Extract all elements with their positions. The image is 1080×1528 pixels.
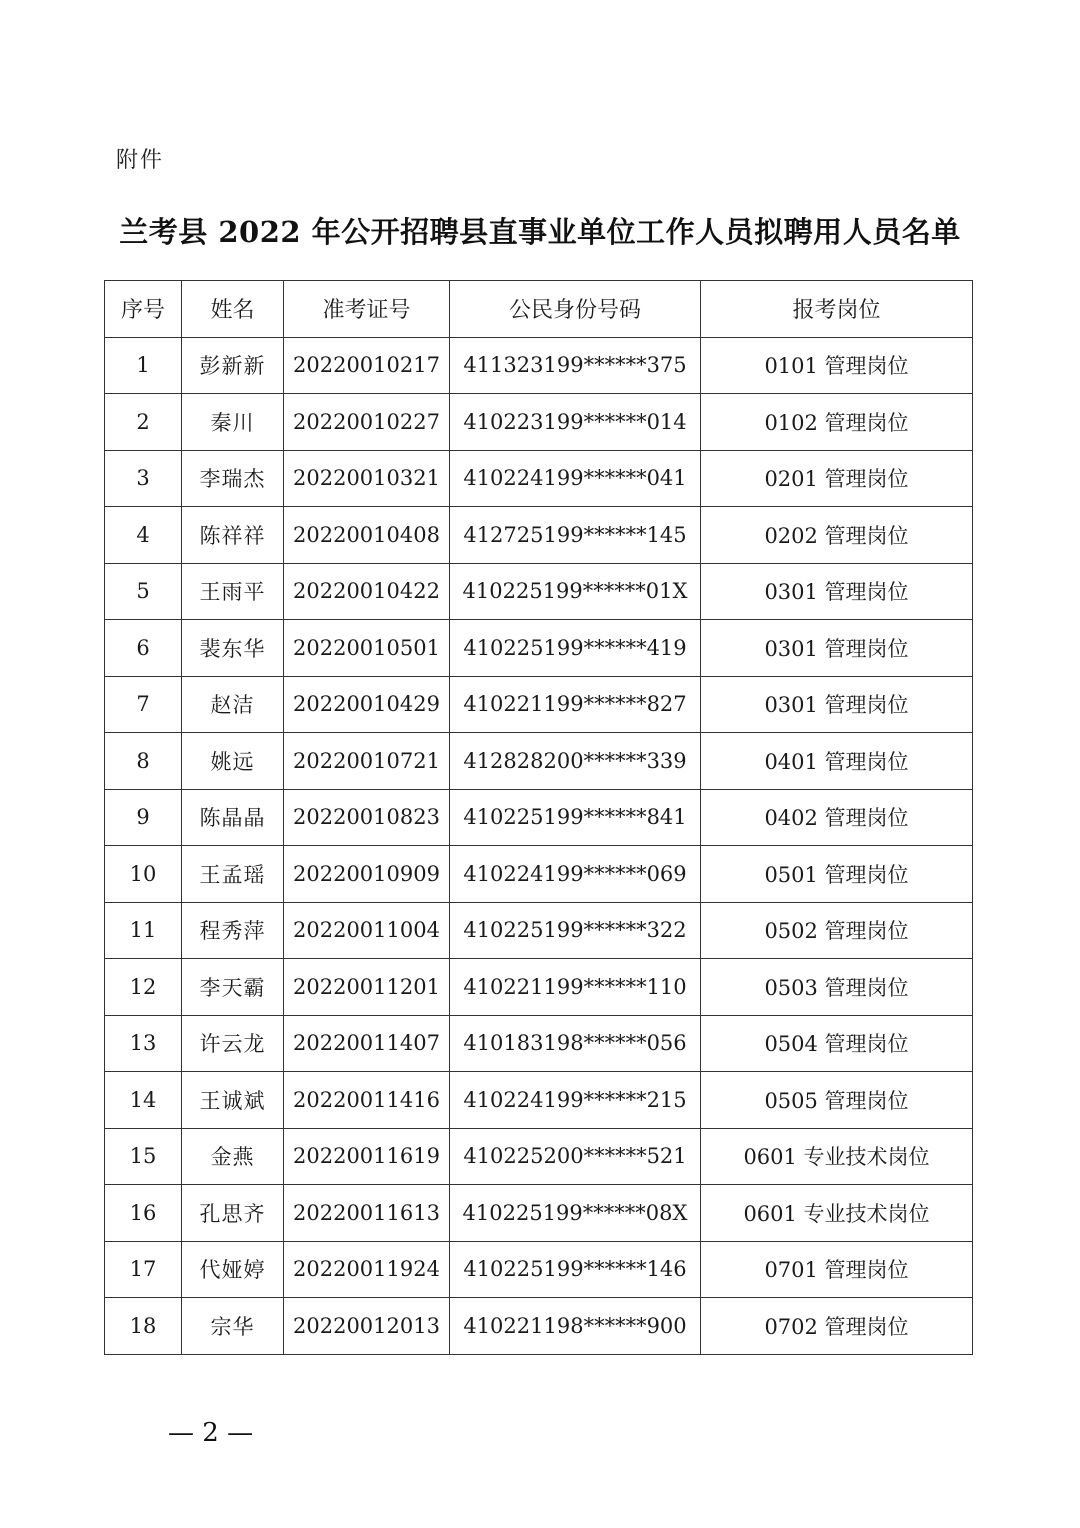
table-row [105, 337, 973, 394]
cell-position: 0503 管理岗位 [701, 959, 973, 1016]
cell-name: 秦川 [182, 394, 284, 451]
table-row [105, 733, 973, 790]
cell-index: 12 [105, 959, 182, 1016]
table-row [105, 1298, 973, 1355]
cell-name: 陈晶晶 [182, 789, 284, 846]
cell-id-number: 410224199******041 [450, 450, 701, 507]
cell-name: 王诚斌 [182, 1072, 284, 1129]
cell-exam-id: 20220011924 [284, 1241, 450, 1298]
table-row [105, 450, 973, 507]
cell-name: 金燕 [182, 1128, 284, 1185]
cell-index: 6 [105, 620, 182, 677]
cell-index: 11 [105, 902, 182, 959]
header-position: 报考岗位 [701, 281, 973, 338]
cell-name: 王雨平 [182, 563, 284, 620]
cell-id-number: 410224199******069 [450, 846, 701, 903]
table-row [105, 620, 973, 677]
page-number: — 2 — [168, 1418, 254, 1448]
cell-position: 0701 管理岗位 [701, 1241, 973, 1298]
table-row [105, 676, 973, 733]
cell-name: 王孟瑶 [182, 846, 284, 903]
cell-position: 0301 管理岗位 [701, 563, 973, 620]
cell-id-number: 411323199******375 [450, 337, 701, 394]
cell-exam-id: 20220010909 [284, 846, 450, 903]
cell-index: 13 [105, 1015, 182, 1072]
cell-name: 彭新新 [182, 337, 284, 394]
cell-exam-id: 20220010422 [284, 563, 450, 620]
table-row [105, 1241, 973, 1298]
cell-position: 0401 管理岗位 [701, 733, 973, 790]
table-row [105, 1015, 973, 1072]
cell-index: 10 [105, 846, 182, 903]
cell-index: 17 [105, 1241, 182, 1298]
cell-exam-id: 20220010227 [284, 394, 450, 451]
cell-id-number: 410225199******01X [450, 563, 701, 620]
cell-id-number: 410221198******900 [450, 1298, 701, 1355]
cell-position: 0301 管理岗位 [701, 676, 973, 733]
cell-index: 1 [105, 337, 182, 394]
table-row [105, 846, 973, 903]
header-id-number: 公民身份号码 [450, 281, 701, 338]
cell-index: 7 [105, 676, 182, 733]
cell-name: 代娅婷 [182, 1241, 284, 1298]
cell-exam-id: 20220010408 [284, 507, 450, 564]
cell-exam-id: 20220011004 [284, 902, 450, 959]
cell-exam-id: 20220010721 [284, 733, 450, 790]
table-row [105, 507, 973, 564]
cell-index: 9 [105, 789, 182, 846]
cell-name: 赵洁 [182, 676, 284, 733]
cell-position: 0102 管理岗位 [701, 394, 973, 451]
cell-position: 0301 管理岗位 [701, 620, 973, 677]
cell-exam-id: 20220010321 [284, 450, 450, 507]
table-row [105, 394, 973, 451]
cell-id-number: 412725199******145 [450, 507, 701, 564]
cell-exam-id: 20220011619 [284, 1128, 450, 1185]
cell-name: 许云龙 [182, 1015, 284, 1072]
cell-index: 2 [105, 394, 182, 451]
cell-exam-id: 20220011201 [284, 959, 450, 1016]
cell-position: 0505 管理岗位 [701, 1072, 973, 1129]
hire-list-table [104, 280, 973, 1355]
table-row [105, 563, 973, 620]
cell-id-number: 410223199******014 [450, 394, 701, 451]
cell-index: 18 [105, 1298, 182, 1355]
cell-name: 陈祥祥 [182, 507, 284, 564]
cell-name: 李瑞杰 [182, 450, 284, 507]
cell-position: 0501 管理岗位 [701, 846, 973, 903]
cell-id-number: 412828200******339 [450, 733, 701, 790]
cell-position: 0201 管理岗位 [701, 450, 973, 507]
cell-exam-id: 20220010429 [284, 676, 450, 733]
cell-position: 0202 管理岗位 [701, 507, 973, 564]
cell-exam-id: 20220012013 [284, 1298, 450, 1355]
cell-index: 3 [105, 450, 182, 507]
cell-position: 0101 管理岗位 [701, 337, 973, 394]
table-row [105, 959, 973, 1016]
cell-index: 5 [105, 563, 182, 620]
cell-id-number: 410221199******827 [450, 676, 701, 733]
cell-exam-id: 20220010217 [284, 337, 450, 394]
cell-id-number: 410225199******419 [450, 620, 701, 677]
attachment-label: 附件 [116, 148, 165, 173]
cell-id-number: 410224199******215 [450, 1072, 701, 1129]
cell-index: 4 [105, 507, 182, 564]
cell-index: 8 [105, 733, 182, 790]
table-row [105, 1128, 973, 1185]
cell-position: 0601 专业技术岗位 [701, 1128, 973, 1185]
cell-index: 15 [105, 1128, 182, 1185]
header-exam-id: 准考证号 [284, 281, 450, 338]
table-row [105, 902, 973, 959]
cell-name: 裴东华 [182, 620, 284, 677]
cell-id-number: 410225200******521 [450, 1128, 701, 1185]
cell-position: 0502 管理岗位 [701, 902, 973, 959]
cell-exam-id: 20220011407 [284, 1015, 450, 1072]
cell-exam-id: 20220011613 [284, 1185, 450, 1242]
table-row [105, 789, 973, 846]
header-name: 姓名 [182, 281, 284, 338]
cell-name: 姚远 [182, 733, 284, 790]
table-row [105, 1185, 973, 1242]
table-header-row [105, 281, 973, 338]
cell-index: 14 [105, 1072, 182, 1129]
cell-position: 0504 管理岗位 [701, 1015, 973, 1072]
cell-id-number: 410221199******110 [450, 959, 701, 1016]
cell-index: 16 [105, 1185, 182, 1242]
header-index: 序号 [105, 281, 182, 338]
cell-name: 李天霸 [182, 959, 284, 1016]
cell-id-number: 410225199******146 [450, 1241, 701, 1298]
document-title: 兰考县 2022 年公开招聘县直事业单位工作人员拟聘用人员名单 [119, 215, 961, 249]
cell-id-number: 410225199******08X [450, 1185, 701, 1242]
cell-exam-id: 20220011416 [284, 1072, 450, 1129]
cell-exam-id: 20220010501 [284, 620, 450, 677]
cell-id-number: 410183198******056 [450, 1015, 701, 1072]
cell-position: 0402 管理岗位 [701, 789, 973, 846]
cell-position: 0702 管理岗位 [701, 1298, 973, 1355]
cell-name: 宗华 [182, 1298, 284, 1355]
cell-exam-id: 20220010823 [284, 789, 450, 846]
cell-name: 孔思齐 [182, 1185, 284, 1242]
cell-id-number: 410225199******841 [450, 789, 701, 846]
table-row [105, 1072, 973, 1129]
cell-name: 程秀萍 [182, 902, 284, 959]
cell-id-number: 410225199******322 [450, 902, 701, 959]
cell-position: 0601 专业技术岗位 [701, 1185, 973, 1242]
